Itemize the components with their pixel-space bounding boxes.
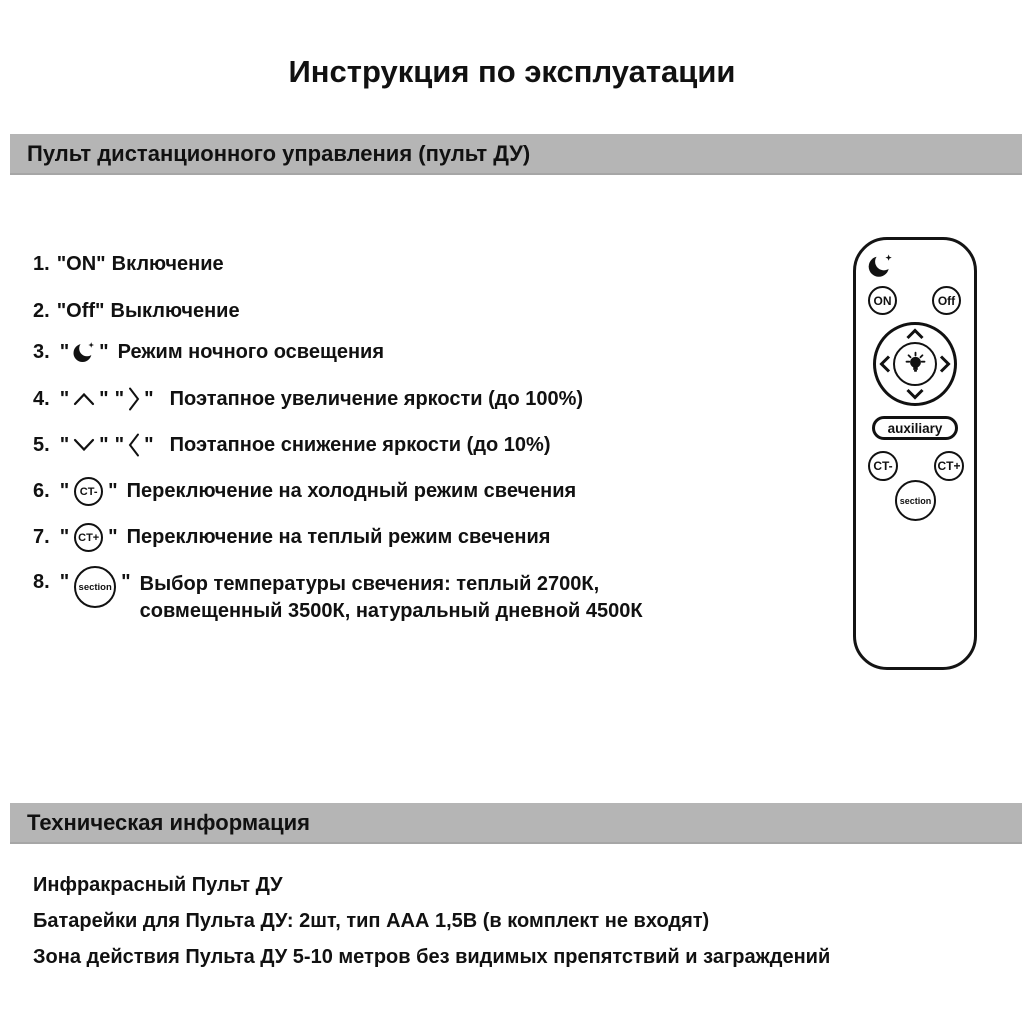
section-badge-icon: section bbox=[74, 566, 116, 608]
section-header-remote-label: Пульт дистанционного управления (пульт ДУ) bbox=[27, 140, 531, 166]
chevron-up-icon bbox=[72, 391, 96, 407]
quote-mark: " bbox=[59, 526, 70, 548]
quote-mark: " bbox=[144, 387, 154, 410]
list-item-2 bbox=[33, 300, 240, 323]
remote-ct-plus-button: CT+ bbox=[934, 451, 964, 481]
remote-light-button bbox=[893, 342, 937, 386]
item-description: Поэтапное увеличение яркости (до 100%) bbox=[169, 387, 584, 410]
remote-illustration bbox=[853, 237, 977, 670]
chevron-down-icon bbox=[72, 437, 96, 453]
tech-line-2: Батарейки для Пульта ДУ: 2шт, тип ААА 1,5В (в комплект не входят) bbox=[33, 910, 710, 932]
angle-left-icon bbox=[127, 432, 141, 458]
tech-line-3: Зона действия Пульта ДУ 5-10 метров без видимых препятствий и заграждений bbox=[33, 946, 831, 968]
list-item-1 bbox=[33, 253, 224, 276]
quote-mark: " bbox=[99, 340, 109, 363]
remote-section-button: section bbox=[895, 480, 936, 521]
item-number: 5. bbox=[33, 433, 50, 456]
item-description-line2: совмещенный 3500К, натуральный дневной 4500К bbox=[139, 600, 643, 622]
tech-line-1: Инфракрасный Пульт ДУ bbox=[33, 874, 283, 896]
remote-dpad bbox=[873, 322, 957, 406]
item-number: 1. bbox=[33, 253, 50, 275]
section-header-tech-label: Техническая информация bbox=[27, 809, 310, 835]
item-description: Переключение на холодный режим свечения bbox=[126, 480, 577, 502]
on-label: "ON" bbox=[56, 253, 106, 275]
quote-mark: " bbox=[59, 571, 70, 593]
item-description: Переключение на теплый режим свечения bbox=[126, 526, 551, 548]
moon-icon bbox=[867, 252, 894, 279]
item-description: Режим ночного освещения bbox=[117, 340, 385, 363]
dpad-chevron-left-icon bbox=[879, 354, 891, 374]
item-description: Поэтапное снижение яркости (до 10%) bbox=[169, 433, 551, 456]
page-title: Инструкция по эксплуатации bbox=[288, 54, 736, 89]
list-item-6 bbox=[33, 477, 576, 506]
item-number: 8. bbox=[33, 571, 50, 593]
angle-right-icon bbox=[127, 386, 141, 412]
crescent-moon-icon bbox=[72, 340, 96, 364]
item-description-line1: Выбор температуры свечения: теплый 2700К, bbox=[139, 573, 600, 595]
item-number: 7. bbox=[33, 526, 50, 548]
list-item-8 bbox=[33, 566, 643, 625]
quote-mark: " bbox=[59, 433, 70, 456]
remote-ct-minus-button: CT- bbox=[868, 451, 898, 481]
quote-mark: " bbox=[59, 340, 70, 363]
quote-mark: " bbox=[144, 433, 154, 456]
list-item-4 bbox=[33, 386, 583, 412]
list-item-5 bbox=[33, 432, 550, 458]
quote-mark: " bbox=[99, 387, 109, 410]
quote-mark: " bbox=[108, 526, 118, 548]
quote-mark: " bbox=[121, 571, 131, 593]
item-number: 2. bbox=[33, 300, 50, 322]
dpad-chevron-right-icon bbox=[939, 354, 951, 374]
quote-mark: " bbox=[59, 387, 70, 410]
lightbulb-icon bbox=[902, 351, 929, 378]
item-number: 4. bbox=[33, 387, 50, 410]
item-number: 3. bbox=[33, 340, 50, 363]
section-header-remote bbox=[10, 134, 1022, 175]
section-header-tech bbox=[10, 803, 1022, 844]
off-label: "Off" bbox=[56, 300, 105, 322]
quote-mark: " bbox=[99, 433, 109, 456]
item-description: Включение bbox=[111, 253, 224, 275]
quote-mark: " bbox=[114, 387, 125, 410]
remote-off-button: Off bbox=[932, 286, 961, 315]
quote-mark: " bbox=[114, 433, 125, 456]
remote-auxiliary-button: auxiliary bbox=[872, 416, 958, 440]
list-item-7 bbox=[33, 523, 550, 552]
remote-on-button: ON bbox=[868, 286, 897, 315]
quote-mark: " bbox=[108, 480, 118, 502]
dpad-chevron-up-icon bbox=[905, 328, 925, 340]
list-item-3 bbox=[33, 340, 384, 364]
item-number: 6. bbox=[33, 480, 50, 502]
dpad-chevron-down-icon bbox=[905, 388, 925, 400]
item-description: Выключение bbox=[110, 300, 240, 322]
ct-minus-badge-icon: CT- bbox=[74, 477, 103, 506]
ct-plus-badge-icon: CT+ bbox=[74, 523, 103, 552]
quote-mark: " bbox=[59, 480, 70, 502]
